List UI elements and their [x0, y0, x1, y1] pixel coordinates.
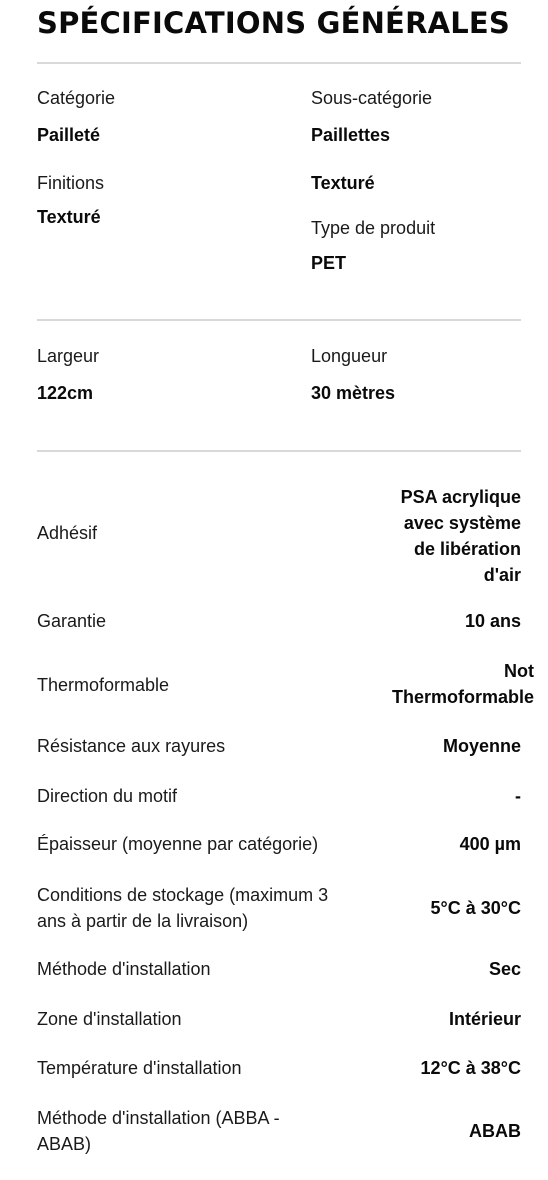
- spec-label-adhesif: Adhésif: [37, 523, 98, 543]
- divider: [37, 319, 521, 321]
- spec-label-epaisseur: Épaisseur (moyenne par catégorie): [37, 834, 319, 854]
- spec-label-direction-motif: Direction du motif: [37, 786, 178, 806]
- spec-label-zone-installation: Zone d'installation: [37, 1009, 182, 1029]
- spec-value-conditions-stockage: 5°C à 30°C: [430, 898, 521, 918]
- spec-value-thermoformable: [392, 658, 534, 710]
- divider: [37, 62, 521, 64]
- spec-value-line: Not: [504, 661, 534, 681]
- spec-value-zone-installation: Intérieur: [448, 1009, 521, 1029]
- spec-value-adhesif: [401, 484, 521, 588]
- sous-categorie-value: Paillettes: [311, 125, 391, 145]
- categorie-label: Catégorie: [37, 88, 116, 108]
- spec-label-resistance-rayures: Résistance aux rayures: [37, 736, 226, 756]
- spec-value-line: Thermoformable: [391, 687, 534, 707]
- finitions-label: Finitions: [37, 173, 105, 193]
- spec-value-methode-installation: Sec: [488, 959, 521, 979]
- spec-label-conditions-stockage: [37, 882, 377, 934]
- type-produit-value: PET: [311, 253, 347, 273]
- finitions-value: Texturé: [37, 207, 101, 227]
- section-title: SPÉCIFICATIONS GÉNÉRALES: [37, 6, 511, 40]
- spec-label-thermoformable: Thermoformable: [37, 675, 170, 695]
- spec-value-line: de libération: [413, 539, 521, 559]
- divider: [37, 450, 521, 452]
- spec-label-methode-installation-abba: [37, 1105, 377, 1157]
- largeur-label: Largeur: [37, 346, 100, 366]
- spec-label-line: ans à partir de la livraison): [37, 911, 249, 931]
- spec-value-direction-motif: -: [515, 786, 521, 806]
- type-produit-label: Type de produit: [311, 218, 436, 238]
- spec-label-garantie: Garantie: [37, 611, 107, 631]
- spec-value-methode-installation-abba: ABAB: [469, 1121, 521, 1141]
- spec-label-line: Conditions de stockage (maximum 3: [37, 885, 329, 905]
- spec-label-line: Méthode d'installation (ABBA -: [37, 1108, 280, 1128]
- largeur-value: 122cm: [37, 383, 94, 403]
- longueur-value: 30 mètres: [311, 383, 396, 403]
- finitions-value-secondary: Texturé: [311, 173, 375, 193]
- categorie-value: Pailleté: [37, 125, 101, 145]
- spec-value-temperature-installation: 12°C à 38°C: [420, 1058, 521, 1078]
- spec-value-line: d'air: [483, 565, 521, 585]
- longueur-label: Longueur: [311, 346, 388, 366]
- spec-value-line: PSA acrylique: [400, 487, 521, 507]
- spec-value-line: avec système: [403, 513, 521, 533]
- spec-label-methode-installation: Méthode d'installation: [37, 959, 211, 979]
- spec-value-resistance-rayures: Moyenne: [442, 736, 521, 756]
- spec-value-epaisseur: 400 µm: [459, 834, 521, 854]
- spec-value-garantie: 10 ans: [464, 611, 521, 631]
- spec-label-line: ABAB): [37, 1134, 92, 1154]
- spec-label-temperature-installation: Température d'installation: [37, 1058, 242, 1078]
- sous-categorie-label: Sous-catégorie: [311, 88, 433, 108]
